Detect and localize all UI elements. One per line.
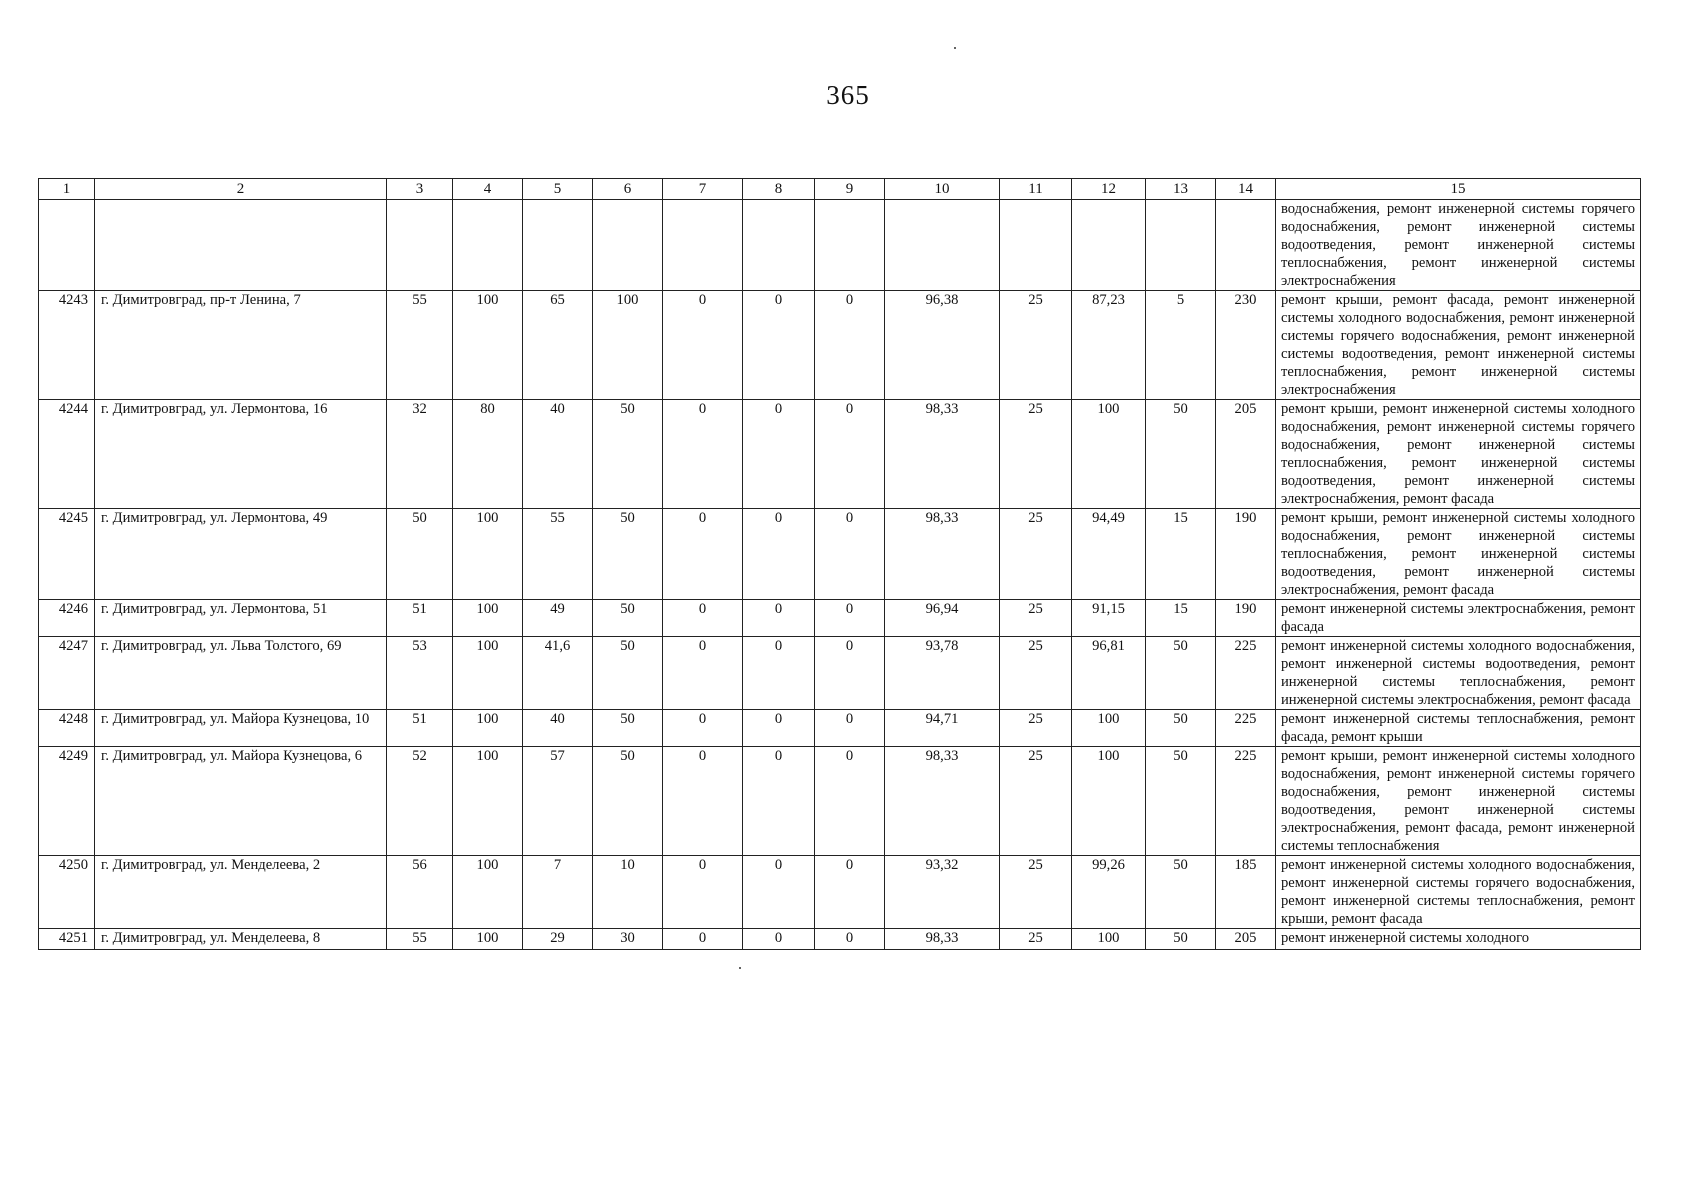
cell-col4: 100 [453,747,523,856]
cell-col8: 0 [743,710,815,747]
cell-col10: 96,94 [885,600,1000,637]
cell-col5: 49 [523,600,593,637]
cell-col14: 225 [1216,637,1276,710]
cell-address: г. Димитровград, ул. Лермонтова, 16 [95,400,387,509]
cell-col8 [743,200,815,291]
cell-col9: 0 [815,747,885,856]
page-number: 365 [826,80,870,110]
cell-col6: 50 [593,747,663,856]
cell-col8: 0 [743,400,815,509]
cell-address: г. Димитровград, ул. Лермонтова, 51 [95,600,387,637]
cell-col5: 40 [523,710,593,747]
cell-col7: 0 [663,291,743,400]
cell-address: г. Димитровград, ул. Менделеева, 8 [95,929,387,950]
cell-col12: 100 [1072,929,1146,950]
document-sheet [38,178,1640,950]
cell-col3: 55 [387,291,453,400]
cell-col9: 0 [815,600,885,637]
cell-works: водоснабжения, ремонт инженерной системы горячего водоснабжения, ремонт инженерной системы водоотведения, ремонт инженерной системы теплоснабжения, ремонт инженерной системы электроснабжения [1276,200,1641,291]
cell-col8: 0 [743,929,815,950]
cell-col12: 100 [1072,747,1146,856]
cell-col7: 0 [663,929,743,950]
cell-col10: 98,33 [885,747,1000,856]
column-header: 12 [1072,179,1146,200]
cell-works: ремонт крыши, ремонт фасада, ремонт инженерной системы холодного водоснабжения, ремонт инженерной системы горячего водоснабжения, ремонт инженерной системы водоотведения, ремонт инженерной системы теплоснабжения, ремонт инженерной системы электроснабжения [1276,291,1641,400]
cell-col7: 0 [663,400,743,509]
cell-address: г. Димитровград, ул. Менделеева, 2 [95,856,387,929]
cell-col10: 93,32 [885,856,1000,929]
cell-col6: 30 [593,929,663,950]
cell-col9: 0 [815,856,885,929]
cell-works: ремонт крыши, ремонт инженерной системы холодного водоснабжения, ремонт инженерной системы горячего водоснабжения, ремонт инженерной системы теплоснабжения, ремонт инженерной системы водоотведения, ремонт инженерной системы электроснабжения, ремонт фасада [1276,400,1641,509]
cell-col10: 98,33 [885,929,1000,950]
cell-col4: 100 [453,710,523,747]
cell-col4: 100 [453,637,523,710]
cell-address: г. Димитровград, пр-т Ленина, 7 [95,291,387,400]
cell-works: ремонт инженерной системы электроснабжения, ремонт фасада [1276,600,1641,637]
cell-id: 4250 [39,856,95,929]
cell-col3: 53 [387,637,453,710]
cell-col14: 230 [1216,291,1276,400]
cell-works: ремонт крыши, ремонт инженерной системы холодного водоснабжения, ремонт инженерной системы теплоснабжения, ремонт инженерной системы водоотведения, ремонт инженерной системы электроснабжения, ремонт фасада [1276,509,1641,600]
cell-col10 [885,200,1000,291]
cell-col10: 96,38 [885,291,1000,400]
cell-col12: 87,23 [1072,291,1146,400]
table-row-continuation [39,200,1641,291]
cell-id [39,200,95,291]
repair-program-table [38,178,1641,950]
cell-id: 4248 [39,710,95,747]
column-header: 9 [815,179,885,200]
cell-address: г. Димитровград, ул. Майора Кузнецова, 6 [95,747,387,856]
cell-col11: 25 [1000,400,1072,509]
cell-col9: 0 [815,929,885,950]
cell-col9: 0 [815,637,885,710]
cell-col7: 0 [663,600,743,637]
cell-col3: 50 [387,509,453,600]
table-row [39,856,1641,929]
cell-col6: 50 [593,400,663,509]
cell-col5: 7 [523,856,593,929]
cell-col3: 56 [387,856,453,929]
cell-col9: 0 [815,509,885,600]
cell-col3 [387,200,453,291]
cell-col5: 55 [523,509,593,600]
cell-col10: 94,71 [885,710,1000,747]
column-header: 15 [1276,179,1641,200]
column-header: 14 [1216,179,1276,200]
cell-col11 [1000,200,1072,291]
cell-col8: 0 [743,856,815,929]
cell-col13: 50 [1146,400,1216,509]
scan-speck [739,967,741,969]
cell-col11: 25 [1000,509,1072,600]
table-row [39,291,1641,400]
cell-col6: 10 [593,856,663,929]
scan-speck [954,47,956,49]
column-number-row [39,179,1641,200]
cell-col6: 100 [593,291,663,400]
cell-col12: 100 [1072,400,1146,509]
cell-col6: 50 [593,710,663,747]
cell-col13: 50 [1146,710,1216,747]
cell-col5: 57 [523,747,593,856]
cell-col8: 0 [743,637,815,710]
cell-col6: 50 [593,637,663,710]
cell-id: 4251 [39,929,95,950]
cell-col14 [1216,200,1276,291]
cell-id: 4244 [39,400,95,509]
cell-col13: 15 [1146,600,1216,637]
column-header: 4 [453,179,523,200]
cell-col11: 25 [1000,600,1072,637]
table-row [39,400,1641,509]
table-row [39,509,1641,600]
cell-address: г. Димитровград, ул. Лермонтова, 49 [95,509,387,600]
cell-works: ремонт инженерной системы холодного [1276,929,1641,950]
cell-col4: 100 [453,509,523,600]
cell-col5: 41,6 [523,637,593,710]
cell-address: г. Димитровград, ул. Майора Кузнецова, 10 [95,710,387,747]
table-row [39,710,1641,747]
cell-col12: 99,26 [1072,856,1146,929]
cell-col3: 51 [387,600,453,637]
column-header: 5 [523,179,593,200]
column-header: 6 [593,179,663,200]
cell-col4: 100 [453,856,523,929]
cell-col4 [453,200,523,291]
cell-id: 4243 [39,291,95,400]
cell-address: г. Димитровград, ул. Льва Толстого, 69 [95,637,387,710]
cell-col12: 96,81 [1072,637,1146,710]
cell-col12: 100 [1072,710,1146,747]
column-header: 1 [39,179,95,200]
cell-col5 [523,200,593,291]
column-header: 3 [387,179,453,200]
cell-address [95,200,387,291]
cell-id: 4246 [39,600,95,637]
table-row [39,637,1641,710]
cell-col7: 0 [663,710,743,747]
cell-col14: 190 [1216,600,1276,637]
cell-col5: 29 [523,929,593,950]
cell-col13: 50 [1146,637,1216,710]
column-header: 2 [95,179,387,200]
cell-col4: 100 [453,291,523,400]
cell-col11: 25 [1000,747,1072,856]
cell-col11: 25 [1000,291,1072,400]
cell-col8: 0 [743,747,815,856]
cell-col3: 32 [387,400,453,509]
column-header: 13 [1146,179,1216,200]
table-header [39,179,1641,200]
cell-col8: 0 [743,600,815,637]
cell-col8: 0 [743,291,815,400]
cell-works: ремонт инженерной системы холодного водоснабжения, ремонт инженерной системы горячего водоснабжения, ремонт инженерной системы теплоснабжения, ремонт крыши, ремонт фасада [1276,856,1641,929]
cell-col13 [1146,200,1216,291]
cell-col14: 205 [1216,400,1276,509]
cell-col10: 98,33 [885,509,1000,600]
cell-col8: 0 [743,509,815,600]
cell-col7: 0 [663,747,743,856]
cell-col7: 0 [663,509,743,600]
cell-col9: 0 [815,710,885,747]
cell-col11: 25 [1000,929,1072,950]
cell-col7: 0 [663,856,743,929]
table-row [39,929,1641,950]
cell-col14: 190 [1216,509,1276,600]
cell-works: ремонт инженерной системы теплоснабжения, ремонт фасада, ремонт крыши [1276,710,1641,747]
cell-col9: 0 [815,291,885,400]
table-body [39,200,1641,950]
column-header: 7 [663,179,743,200]
cell-col6: 50 [593,509,663,600]
cell-col12 [1072,200,1146,291]
cell-col11: 25 [1000,856,1072,929]
cell-col4: 100 [453,600,523,637]
cell-works: ремонт инженерной системы холодного водоснабжения, ремонт инженерной системы водоотведения, ремонт инженерной системы теплоснабжения, ремонт инженерной системы электроснабжения, ремонт фасада [1276,637,1641,710]
cell-col5: 65 [523,291,593,400]
cell-col7 [663,200,743,291]
column-header: 8 [743,179,815,200]
cell-col9 [815,200,885,291]
cell-col14: 185 [1216,856,1276,929]
cell-col14: 225 [1216,710,1276,747]
column-header: 10 [885,179,1000,200]
cell-col12: 91,15 [1072,600,1146,637]
cell-col13: 50 [1146,747,1216,856]
column-header: 11 [1000,179,1072,200]
cell-col10: 93,78 [885,637,1000,710]
cell-col10: 98,33 [885,400,1000,509]
cell-id: 4247 [39,637,95,710]
cell-id: 4249 [39,747,95,856]
cell-col3: 55 [387,929,453,950]
cell-col14: 225 [1216,747,1276,856]
cell-col7: 0 [663,637,743,710]
cell-col6 [593,200,663,291]
cell-col12: 94,49 [1072,509,1146,600]
cell-col3: 51 [387,710,453,747]
table-row [39,747,1641,856]
cell-works: ремонт крыши, ремонт инженерной системы холодного водоснабжения, ремонт инженерной системы горячего водоснабжения, ремонт инженерной системы водоотведения, ремонт инженерной системы электроснабжения, ремонт фасада, ремонт инженерной системы теплоснабжения [1276,747,1641,856]
cell-col6: 50 [593,600,663,637]
cell-col11: 25 [1000,637,1072,710]
cell-col11: 25 [1000,710,1072,747]
cell-col13: 50 [1146,856,1216,929]
cell-col3: 52 [387,747,453,856]
cell-col13: 5 [1146,291,1216,400]
cell-col13: 15 [1146,509,1216,600]
cell-col13: 50 [1146,929,1216,950]
cell-id: 4245 [39,509,95,600]
cell-col4: 100 [453,929,523,950]
table-row [39,600,1641,637]
cell-col9: 0 [815,400,885,509]
cell-col4: 80 [453,400,523,509]
cell-col5: 40 [523,400,593,509]
cell-col14: 205 [1216,929,1276,950]
